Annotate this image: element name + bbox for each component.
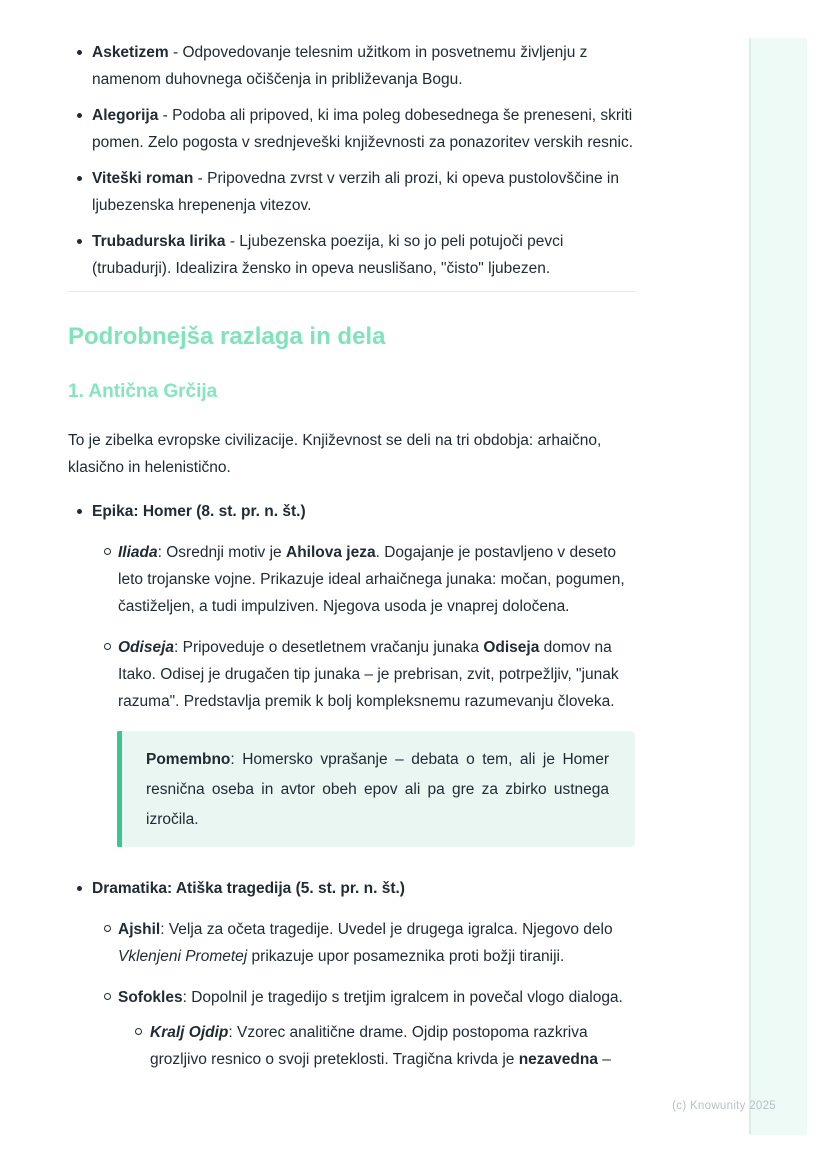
sofokles-sublist [118,1019,635,1073]
section-divider [68,291,635,292]
topics-list [68,498,635,1073]
list-item-text: Trubadurska lirika - Ljubezenska poezija, ki so jo peli potujoči pevci (trubadurji). Idealizira žensko in opeva neuslišano, "čisto" ljubezen. [92,233,564,277]
subsection-heading: 1. Antična Grčija [68,381,218,402]
list-item-dramatika [92,875,635,1073]
glossary-list [68,39,635,282]
important-callout [117,731,635,847]
list-item-text: Viteški roman - Pripovedna zvrst v verzih ali prozi, ki opeva pustolovščine in ljubezenska hrepenenja vitezov. [92,170,619,214]
list-item-text: Sofokles: Dopolnil je tragedijo s tretjim igralcem in povečal vlogo dialoga. [118,989,623,1006]
document-content [68,0,635,1089]
section-heading: Podrobnejša razlaga in dela [68,323,386,350]
epika-sublist [92,539,635,715]
list-item-trubadurska-lirika [92,228,635,282]
list-item-text: Iliada: Osrednji motiv je Ahilova jeza. Dogajanje je postavljeno v deseto leto trojanske vojne. Prikazuje ideal arhaičnega junaka: močan, pogumen, častiželjen, a tudi impulziven. Njegova usoda je vnaprej določena. [118,544,625,615]
list-item-text: Ajshil: Velja za očeta tragedije. Uvedel je drugega igralca. Njegovo delo Vklenjeni Prometej prikazuje upor posameznika proti božji tiraniji. [118,921,613,965]
list-item-text: Alegorija - Podoba ali pripoved, ki ima poleg dobesednega še preneseni, skriti pomen. Zelo pogosta v srednjeveški književnosti za ponazoritev verskih resnic. [92,107,634,151]
list-item-text: Odiseja: Pripoveduje o desetletnem vračanju junaka Odiseja domov na Itako. Odisej je drugačen tip junaka – je prebrisan, zvit, potrpežljiv, "junak razuma". Predstavlja premik k bolj kompleksnemu razumevanju človeka. [118,639,619,710]
list-item-kralj-ojdip [150,1019,635,1073]
list-item-ajshil [118,916,635,970]
list-item-epika [92,498,635,847]
page-edge-accent-strip [749,38,807,1135]
list-item-header: Epika: Homer (8. st. pr. n. št.) [92,503,306,520]
list-item-viteski-roman [92,165,635,219]
copyright-footer: (c) Knowunity 2025 [672,1100,776,1112]
list-item-text: Kralj Ojdip: Vzorec analitične drame. Ojdip postopoma razkriva grozljivo resnico o svoji preteklosti. Tragična krivda je nezavedna – [150,1024,611,1068]
list-item-text: Asketizem - Odpovedovanje telesnim užitkom in posvetnemu življenju z namenom duhovnega očiščenja in približevanja Bogu. [92,44,588,88]
list-item-sofokles [118,984,635,1073]
callout-text: Pomembno: Homersko vprašanje – debata o tem, ali je Homer resnična oseba in avtor obeh epov ali pa gre za zbirko ustnega izročila. [146,751,609,828]
intro-paragraph: To je zibelka evropske civilizacije. Književnost se deli na tri obdobja: arhaično, klasično in helenistično. [68,432,602,476]
list-item-asketizem [92,39,635,93]
list-item-alegorija [92,102,635,156]
list-item-odiseja [118,634,635,715]
list-item-iliada [118,539,635,620]
list-item-header: Dramatika: Atiška tragedija (5. st. pr. n. št.) [92,880,405,897]
dramatika-sublist [92,916,635,1073]
